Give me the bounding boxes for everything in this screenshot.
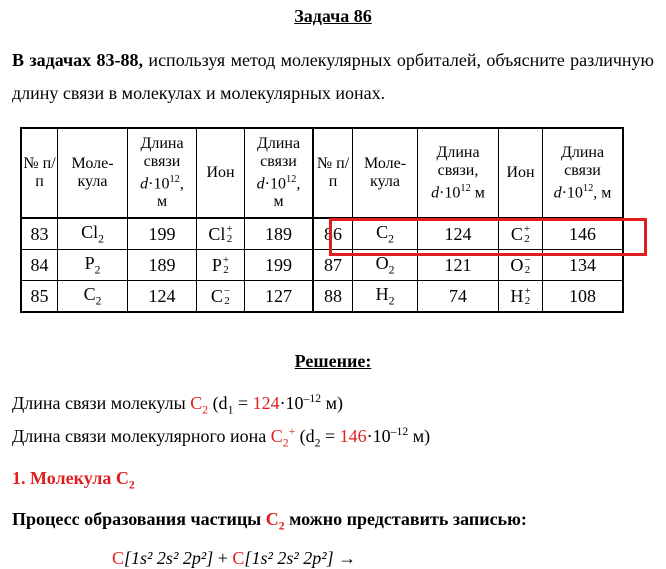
header-ion-length-unit: м <box>273 193 284 211</box>
task-statement-bold: В задачах 83-88, <box>12 50 144 70</box>
data-table <box>20 127 624 313</box>
row-length-2: 74 <box>418 281 499 313</box>
formation-formula: C[1s² 2s² 2p²] + C[1s² 2s² 2p²] → <box>112 548 357 568</box>
header-length-label: Длина связи <box>140 134 184 170</box>
row-molecule-2: $C_2$ <box>353 218 418 250</box>
header-num-2: № п/п <box>313 128 353 218</box>
header-ion: Ион <box>197 128 245 218</box>
problem-title: Задача 86 <box>294 6 372 26</box>
table-header-row <box>21 128 623 218</box>
row-molecule-2: $H_2$ <box>353 281 418 313</box>
row-ion-length-2: 134 <box>543 250 624 281</box>
header-ion-length-2: Длина связи $d\cdot 10^{12}$, м <box>543 128 624 218</box>
row-molecule: $P_2$ <box>58 250 128 281</box>
header-length-2: Длина связи, $d\cdot 10^{12}$ м <box>418 128 499 218</box>
row-molecule: $Cl_2$ <box>58 218 128 250</box>
row-ion-2: C + 2 <box>499 218 543 250</box>
row-length: 124 <box>128 281 197 313</box>
header-ion-length-label: Длина связи <box>256 134 301 170</box>
row-num-2: 87 <box>313 250 353 281</box>
row-num: 85 <box>21 281 58 313</box>
header-length: Длина связи $d\cdot 10^{12}$, м <box>128 128 197 218</box>
header-ion-length: Длина связи $d\cdot 10^{12}$, м <box>245 128 314 218</box>
table-row <box>21 218 623 250</box>
header-ion-length-2-unit: м <box>601 184 612 202</box>
header-ion-2: Ион <box>499 128 543 218</box>
row-ion-length: 199 <box>245 250 314 281</box>
row-num-2: 86 <box>313 218 353 250</box>
section-heading-molecule: 1. Молекула $C_2$ <box>12 468 135 492</box>
bond-length-ion-line: Длина связи молекулярного иона $C_2^+$ ($d_2 = 146\cdot 10^{-12}$ м) <box>12 425 431 450</box>
task-statement <box>12 44 654 110</box>
line1-value: 124 <box>252 393 280 413</box>
row-molecule-2: $O_2$ <box>353 250 418 281</box>
row-ion-length-2: 146 <box>543 218 624 250</box>
header-molecule: Моле-кула <box>58 128 128 218</box>
bond-length-molecule-line: Длина связи молекулы $C_2$ ($d_1 = 124\cdot 10^{-12}$ м) <box>12 392 343 417</box>
row-length: 189 <box>128 250 197 281</box>
row-num: 84 <box>21 250 58 281</box>
line2-value: 146 <box>339 426 367 446</box>
header-length-unit: м <box>156 193 168 211</box>
row-length-2: 121 <box>418 250 499 281</box>
row-ion-2: H + 2 <box>499 281 543 313</box>
solution-title: Решение: <box>294 351 372 371</box>
header-molecule-2: Моле-кула <box>353 128 418 218</box>
row-num: 83 <box>21 218 58 250</box>
row-ion: C − 2 <box>197 281 245 313</box>
header-ion-length-2-label: Длина связи <box>560 143 605 179</box>
table-row <box>21 281 623 313</box>
row-length: 199 <box>128 218 197 250</box>
line2-prefix: Длина связи молекулярного иона <box>12 426 271 446</box>
line1-d: (d <box>208 393 228 413</box>
row-num-2: 88 <box>313 281 353 313</box>
row-length-2: 124 <box>418 218 499 250</box>
process-statement: Процесс образования частицы $C_2$ можно представить записью: <box>12 509 527 533</box>
formula-atom-1: C <box>112 548 125 568</box>
table-row <box>21 250 623 281</box>
header-num: № п/п <box>21 128 58 218</box>
table-body <box>21 218 623 312</box>
formula-atom-2: C <box>232 548 245 568</box>
task-statement-text: используя метод молекулярных орбиталей, объясните различную длину связи в молекулах и молекулярных ионах. <box>12 50 654 103</box>
header-length-2-label: Длина связи <box>436 143 480 179</box>
row-ion-length-2: 108 <box>543 281 624 313</box>
header-length-2-unit: м <box>474 184 485 202</box>
line2-ion: $C_2^+$ <box>270 425 296 450</box>
line1-prefix: Длина связи молекулы <box>12 393 191 413</box>
line1-molecule: $C_2$ <box>190 393 209 417</box>
row-molecule: $C_2$ <box>58 281 128 313</box>
row-ion-length: 189 <box>245 218 314 250</box>
row-ion-2: O − 2 <box>499 250 543 281</box>
row-ion: Cl + 2 <box>197 218 245 250</box>
row-ion: P + 2 <box>197 250 245 281</box>
row-ion-length: 127 <box>245 281 314 313</box>
